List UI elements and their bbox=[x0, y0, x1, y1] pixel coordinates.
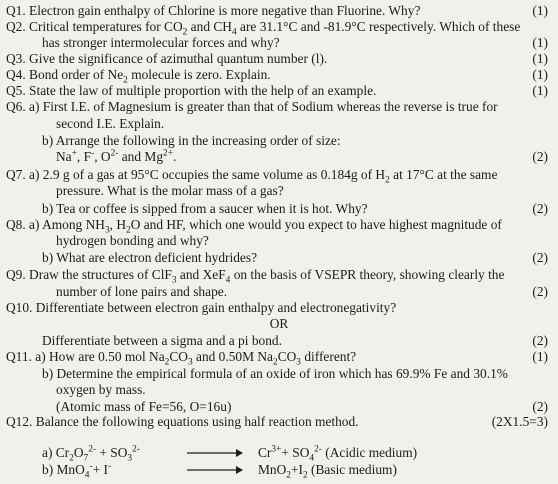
q11b-marks: (2) bbox=[532, 399, 548, 414]
q2-line-2: has stronger intermolecular forces and why? (1) bbox=[42, 35, 548, 50]
q11b-line-1: b) Determine the empirical formula of an oxide of iron which has 69.9% Fe and 30.1% bbox=[42, 366, 508, 381]
q10-marks: (2) bbox=[532, 333, 548, 348]
q5-line: Q5. State the law of multiple proportion with the help of an example. (1) bbox=[6, 83, 548, 98]
q2-line-1: Q2. Critical temperatures for $CO_2$ and $CH_4$ are 31.1°C and -81.9°C respectively. Which of these bbox=[6, 19, 521, 38]
q4-line: Q4. Bond order of $Ne_2$ molecule is zero. Explain. (1) bbox=[6, 67, 548, 86]
q1-marks: (1) bbox=[532, 3, 548, 18]
q12a-products: $Cr^{3+}+ SO_4^{2-}$ (Acidic medium) bbox=[258, 444, 418, 464]
q6a-line-1: Q6. a) First I.E. of Magnesium is greater than that of Sodium whereas the reverse is true for bbox=[6, 99, 498, 114]
q7b-line: b) Tea or coffee is sipped from a saucer when it is hot. Why? (2) bbox=[42, 201, 548, 216]
q10-or: OR bbox=[269, 316, 289, 331]
q7a-line-1: Q7. a) 2.9 g of a gas at 95°C occupies the same volume as 0.184g of $H_2$ at 17°C at the same bbox=[6, 167, 498, 186]
q6b-line-1: b) Arrange the following in the increasing order of size: bbox=[42, 133, 341, 148]
q11a-marks: (1) bbox=[532, 349, 548, 364]
q8b-line: b) What are electron deficient hydrides? (2) bbox=[42, 250, 548, 265]
q11a-line: Q11. a) How are 0.50 mol $Na_2CO_3$ and 0.50M $Na_2CO_3$ different? (1) bbox=[6, 349, 548, 368]
q12-marks: (2X1.5=3) bbox=[491, 414, 548, 429]
q4-marks: (1) bbox=[532, 67, 548, 82]
q11b-line-2: oxygen by mass. bbox=[56, 382, 146, 397]
q9-line-1: Q9. Draw the structures of ClF$_3$ and XeF$_4$ on the basis of VSEPR theory, showing clearly the bbox=[6, 267, 505, 286]
q10-line-1: Q10. Differentiate between electron gain enthalpy and electronegativity? bbox=[6, 300, 397, 315]
q11b-line-3: (Atomic mass of Fe=56, O=16u) (2) bbox=[56, 399, 548, 414]
q8a-line-1: Q8. a) Among $NH_3$, $H_2O$ and HF, which one would you expect to have highest magnitude of bbox=[6, 217, 502, 236]
q6b-ions: Na+, F-, $O^{2-}$ and $Mg^{2+}$. (2) bbox=[56, 148, 548, 164]
q7a-line-2: pressure. What is the molar mass of a gas? bbox=[56, 183, 284, 198]
q3-marks: (1) bbox=[532, 51, 548, 66]
q8a-line-2: hydrogen bonding and why? bbox=[56, 233, 209, 248]
q12-equation-b: b) MnO$_4$-+ I- $MnO_2+I_2$ (Basic medium) bbox=[42, 461, 397, 481]
q2-marks: (1) bbox=[532, 35, 548, 50]
q5-marks: (1) bbox=[532, 83, 548, 98]
q12b-products: $MnO_2+I_2$ (Basic medium) bbox=[258, 462, 397, 481]
reaction-arrow-icon bbox=[187, 464, 243, 476]
q10-line-2: Differentiate between a sigma and a pi bond. (2) bbox=[42, 333, 548, 348]
q6-marks: (2) bbox=[532, 149, 548, 164]
q1-line bbox=[6, 4, 548, 19]
q9-marks: (2) bbox=[532, 284, 548, 299]
q3-line: Q3. Give the significance of azimuthal quantum number (l). (1) bbox=[6, 51, 548, 66]
q12-line: Q12. Balance the following equations using half reaction method. (2X1.5=3) bbox=[6, 414, 548, 429]
q8-marks: (2) bbox=[532, 250, 548, 265]
q7-marks: (2) bbox=[532, 201, 548, 216]
q9-line-2: number of lone pairs and shape. (2) bbox=[56, 284, 548, 299]
q1-text: Q1. Electron gain enthalpy of Chlorine is more negative than Fluorine. Why? bbox=[6, 3, 421, 18]
reaction-arrow-icon bbox=[187, 447, 243, 459]
q6a-line-2: second I.E. Explain. bbox=[56, 116, 165, 131]
q12-equation-a: a) $Cr_2O_7^{2-} + SO_3^{2-}$ $Cr^{3+}+ SO_4^{2-}$ (Acidic medium) bbox=[42, 444, 418, 464]
